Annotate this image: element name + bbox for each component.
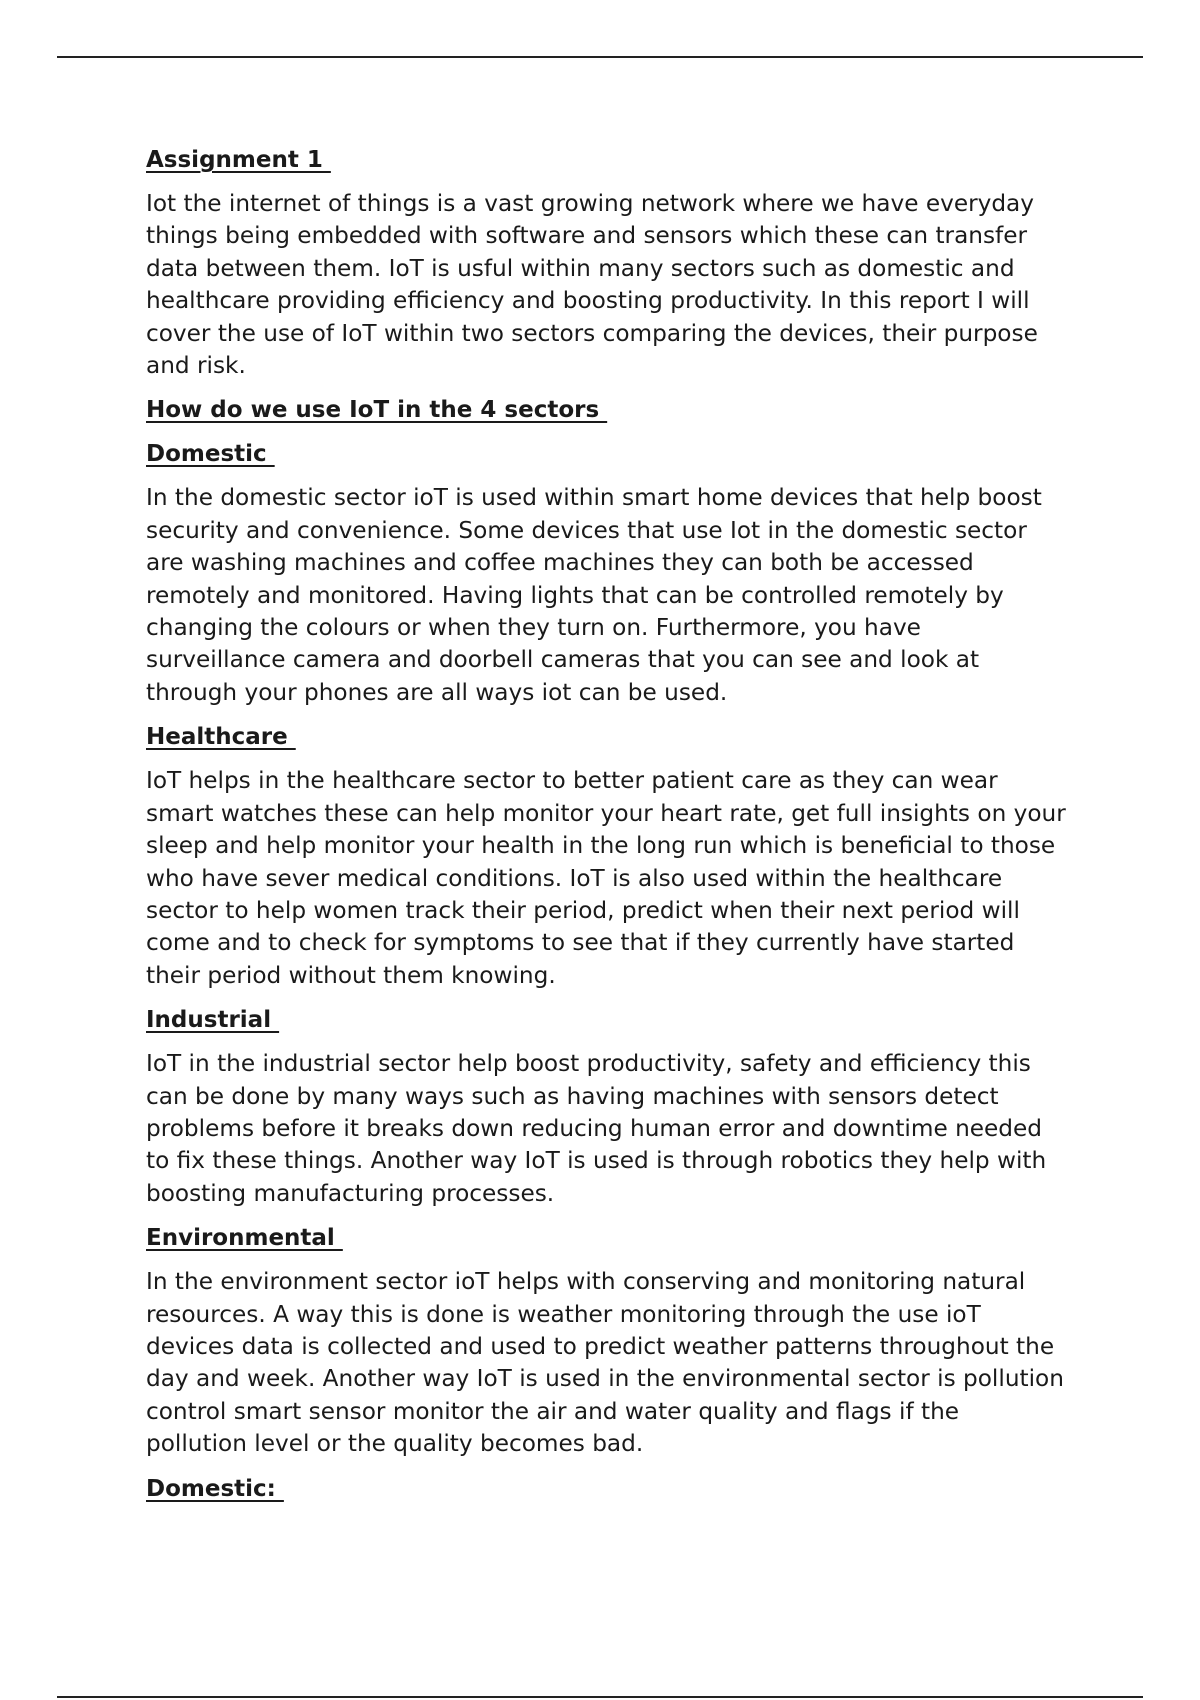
section-heading-environmental: Environmental	[146, 1225, 343, 1252]
section-text-environmental: In the environment sector ioT helps with conserving and monitoring natural resources. A way this is done is weather monitoring through the use ioT devices data is collected and used to predict weather patterns throughout the day and week. Another way IoT is used in the environmental sector is pollution control smart sensor monitor the air and water quality and flags if the pollution level or the quality becomes bad.	[146, 1268, 1064, 1458]
header-rule	[57, 56, 1143, 58]
section-heading-industrial: Industrial	[146, 1007, 280, 1034]
document-title: Assignment 1	[146, 147, 331, 173]
footer-rule	[57, 1696, 1143, 1698]
document-body	[146, 144, 1066, 1517]
section-text-industrial: IoT in the industrial sector help boost productivity, safety and efficiency this can be done by many ways such as having machines with sensors detect problems before it breaks down reducing human error and downtime needed to fix these things. Another way IoT is used is through robotics they help with boosting manufacturing processes.	[146, 1050, 1047, 1207]
intro-paragraph: Iot the internet of things is a vast growing network where we have everyday things being embedded with software and sensors which these can transfer data between them. IoT is usful within many sectors such as domestic and healthcare providing efficiency and boosting productivity. In this report I will cover the use of IoT within two sectors comparing the devices, their purpose and risk.	[146, 190, 1038, 380]
sectors-heading: How do we use IoT in the 4 sectors	[146, 397, 608, 424]
closing-heading: Domestic:	[146, 1475, 284, 1502]
section-text-domestic: In the domestic sector ioT is used within smart home devices that help boost security and convenience. Some devices that use Iot in the domestic sector are washing machines and coffee machines they can both be accessed remotely and monitored. Having lights that can be controlled remotely by changing the colours or when they turn on. Furthermore, you have surveillance camera and doorbell cameras that you can see and look at through your phones are all ways iot can be used.	[146, 484, 1042, 706]
section-heading-domestic: Domestic	[146, 441, 275, 468]
section-heading-healthcare: Healthcare	[146, 724, 296, 751]
section-text-healthcare: IoT helps in the healthcare sector to better patient care as they can wear smart watches these can help monitor your heart rate, get full insights on your sleep and help monitor your health in the long run which is beneficial to those who have sever medical conditions. IoT is also used within the healthcare sector to help women track their period, predict when their next period will come and to check for symptoms to see that if they currently have started their period without them knowing.	[146, 767, 1066, 989]
